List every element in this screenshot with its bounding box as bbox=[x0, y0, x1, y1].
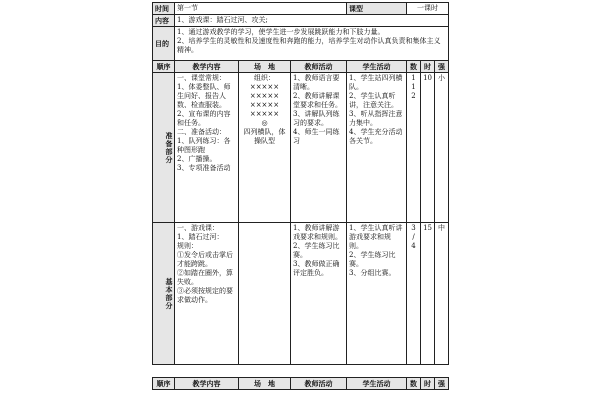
repeated-header-row bbox=[153, 378, 449, 390]
lesson-plan-page bbox=[152, 2, 448, 398]
col-header-count: 数 bbox=[407, 378, 421, 390]
section-time: 15 bbox=[421, 223, 435, 365]
lesson-plan-table bbox=[152, 2, 449, 390]
col-header-student: 学生活动 bbox=[347, 61, 407, 73]
col-header-student: 学生活动 bbox=[347, 378, 407, 390]
section-order: 基本部分 bbox=[153, 223, 175, 365]
lesson-type-label: 课型 bbox=[347, 3, 407, 15]
col-header-time: 时 bbox=[421, 61, 435, 73]
col-header-intensity: 强 bbox=[435, 378, 449, 390]
section-content: 一、游戏课： 1、踏石过河： 规则： ①发令后或击掌后才能跨跳。 ②如踏在圈外，算失败。 ③必须按规定的要求做动作。 bbox=[175, 223, 239, 365]
page-gap bbox=[153, 365, 449, 378]
content-label: 内容 bbox=[153, 15, 175, 27]
col-header-field: 场 地 bbox=[239, 378, 291, 390]
col-header-count: 数 bbox=[407, 61, 421, 73]
col-header-time: 时 bbox=[421, 378, 435, 390]
goal-value: 1、通过游戏教学的学习，使学生进一步发展跳跃能力和下肢力量。 2、培养学生的灵敏性和及速度性和奔跑的能力，培养学生对动作认真负责和集体主义精神。 bbox=[175, 27, 449, 61]
section-teacher: 1、教师讲解游戏要求和规则。 2、学生练习比赛。 3、教师做正确评定胜负。 bbox=[291, 223, 347, 365]
col-header-teacher: 教师活动 bbox=[291, 378, 347, 390]
goal-label: 目的 bbox=[153, 27, 175, 61]
section-count: 1 1 2 bbox=[407, 73, 421, 223]
col-header-field: 场 地 bbox=[239, 61, 291, 73]
col-header-order: 顺序 bbox=[153, 61, 175, 73]
section-student: 1、学生站四列横队。 2、学生认真听讲，注意关注。 3、听从指挥注意力集中。 4、学生充分活动各关节。 bbox=[347, 73, 407, 223]
content-value: 1、游戏课：踏石过河、攻关; bbox=[175, 15, 449, 27]
col-header-content: 教学内容 bbox=[175, 61, 239, 73]
col-header-order: 顺序 bbox=[153, 378, 175, 390]
time-label: 时间 bbox=[153, 3, 175, 15]
section-intensity: 中 bbox=[435, 223, 449, 365]
section-student: 1、学生认真听讲游戏要求和规则。 2、学生练习比赛。 3、分组比赛。 bbox=[347, 223, 407, 365]
col-header-content: 教学内容 bbox=[175, 378, 239, 390]
section-order: 准备部分 bbox=[153, 73, 175, 223]
col-header-teacher: 教师活动 bbox=[291, 61, 347, 73]
lesson-type-value: 一课时 bbox=[407, 3, 449, 15]
section-content: 一、课堂常规： 1、体委整队、师生问好、报告人数、检查服装。 2、宣布课的内容和任务。 二、准备活动： 1、队列练习：各种图形跑 2、广播操。 3、专项准备活动 bbox=[175, 73, 239, 223]
section-row-main bbox=[153, 223, 449, 365]
col-header-intensity: 强 bbox=[435, 61, 449, 73]
section-row-prep bbox=[153, 73, 449, 223]
section-field bbox=[239, 223, 291, 365]
section-count: 3 / 4 bbox=[407, 223, 421, 365]
section-time: 10 bbox=[421, 73, 435, 223]
section-field: 组织： ××××× ××××× ××××× ××××× ◎ 四列横队，体操队型 bbox=[239, 73, 291, 223]
section-intensity: 小 bbox=[435, 73, 449, 223]
time-value: 第一节 bbox=[175, 3, 347, 15]
section-teacher: 1、教师语言要清晰。 2、教师讲解课堂要求和任务。 3、讲解队列练习的要求。 4、师生一同练习 bbox=[291, 73, 347, 223]
